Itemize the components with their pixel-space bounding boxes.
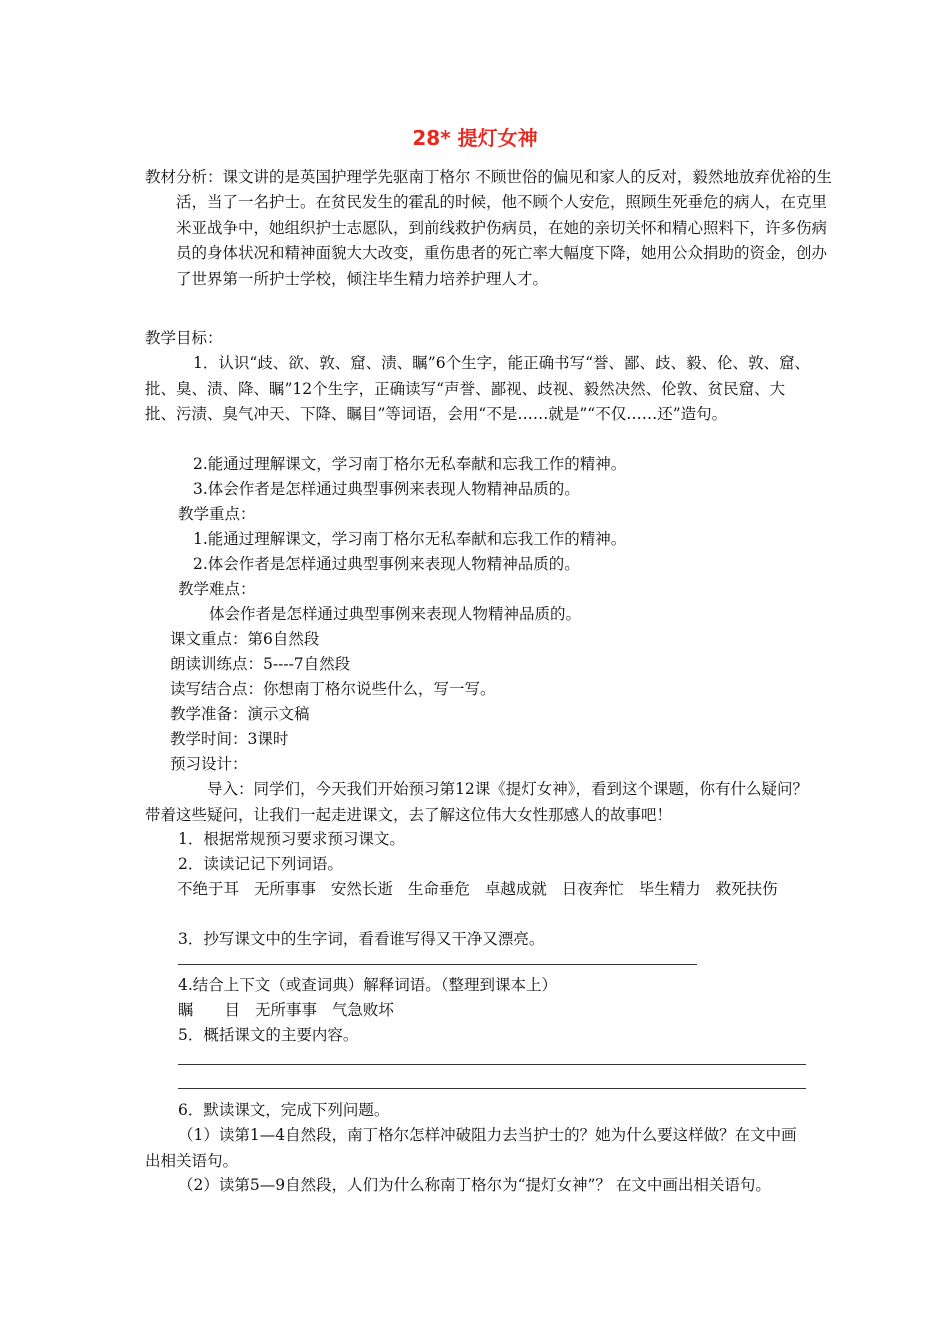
preview-step-5: 5．概括课文的主要内容。 xyxy=(178,1026,359,1044)
word-item: 救死扶伤 xyxy=(715,880,778,898)
word-item: 气急败坏 xyxy=(331,1001,394,1019)
text-key: 课文重点：第6自然段 xyxy=(170,630,320,648)
reading-point: 朗读训练点：5----7自然段 xyxy=(170,655,351,673)
answer-line xyxy=(178,964,697,965)
word-item: 不绝于耳 xyxy=(177,880,240,898)
answer-line xyxy=(178,1064,806,1065)
teaching-time: 教学时间：3课时 xyxy=(170,730,289,748)
word-item: 无所事事 xyxy=(253,880,316,898)
goals-heading: 教学目标： xyxy=(145,329,223,347)
preview-intro: 导入：同学们，今天我们开始预习第12课《提灯女神》，看到这个课题，你有什么疑问？带着这些疑问，让我们一起走进课文，去了解这位伟大女性那感人的故事吧！ xyxy=(145,780,808,824)
question-2: （2）读第5—9自然段，人们为什么称南丁格尔为“提灯女神”？ 在文中画出相关语句。 xyxy=(178,1176,771,1194)
preview-step-6: 6．默读课文，完成下列问题。 xyxy=(178,1101,390,1119)
writing-point: 读写结合点：你想南丁格尔说些什么，写一写。 xyxy=(170,680,496,698)
material-analysis: 教材分析：课文讲的是英国护理学先驱南丁格尔 不顾世俗的偏见和家人的反对，毅然地放弃优裕的生活，当了一名护士。在贫民发生的霍乱的时候，他不顾个人安危，照顾生死垂危的病人，在克里米亚战争中，她组织护士志愿队，到前线救护伤病员，在她的亲切关怀和精心照料下，许多伤病员的身体状况和精神面貌大大改变，重伤患者的死亡率大幅度下降，她用公众捐助的资金，创办了世界第一所护士学校，倾注毕生精力培养护理人才。 xyxy=(145,167,832,288)
preview-heading: 预习设计： xyxy=(170,755,248,773)
preview-step-3: 3．抄写课文中的生字词，看看谁写得又干净又漂亮。 xyxy=(178,930,545,948)
goal-2: 2.能通过理解课文，学习南丁格尔无私奉献和忘我工作的精神。 xyxy=(193,455,627,473)
step-4-words xyxy=(178,998,404,1024)
word-item: 瞩 目 xyxy=(178,1001,241,1019)
answer-line xyxy=(178,1088,806,1089)
goal-3: 3.体会作者是怎样通过典型事例来表现人物精神品质的。 xyxy=(193,480,580,498)
key-2: 2.体会作者是怎样通过典型事例来表现人物精神品质的。 xyxy=(193,555,580,573)
word-item: 安然长逝 xyxy=(330,880,393,898)
key-1: 1.能通过理解课文，学习南丁格尔无私奉献和忘我工作的精神。 xyxy=(193,530,627,548)
word-item: 生命垂危 xyxy=(407,880,470,898)
word-item: 卓越成就 xyxy=(484,880,547,898)
key-heading: 教学重点： xyxy=(178,505,256,523)
preparation: 教学准备：演示文稿 xyxy=(170,705,310,723)
word-item: 毕生精力 xyxy=(638,880,701,898)
difficulty-heading: 教学难点： xyxy=(178,580,256,598)
question-1: （1）读第1—4自然段，南丁格尔怎样冲破阻力去当护士的？她为什么要这样做？在文中画出相关语句。 xyxy=(145,1126,797,1170)
page-title: 28* 提灯女神 xyxy=(412,126,538,150)
goal-1: 1．认识“歧、欲、敦、窟、渍、瞩”6个生字，能正确书写“誉、鄙、歧、毅、伦、敦、窟、批、臭、渍、降、瞩”12个生字，正确读写“声誉、鄙视、歧视、毅然决然、伦敦、贫民窟、大批、污渍、臭气冲天、下降、瞩目”等词语，会用“不是……就是”“不仅……还”造句。 xyxy=(145,354,810,423)
preview-step-4: 4.结合上下文（或查词典）解释词语。（整理到课本上） xyxy=(178,976,558,994)
difficulty-text: 体会作者是怎样通过典型事例来表现人物精神品质的。 xyxy=(209,605,582,623)
preview-step-2: 2．读读记记下列词语。 xyxy=(178,855,343,873)
word-item: 日夜奔忙 xyxy=(561,880,624,898)
word-item: 无所事事 xyxy=(254,1001,317,1019)
preview-step-1: 1．根据常规预习要求预习课文。 xyxy=(178,830,405,848)
vocabulary-list xyxy=(145,877,810,903)
